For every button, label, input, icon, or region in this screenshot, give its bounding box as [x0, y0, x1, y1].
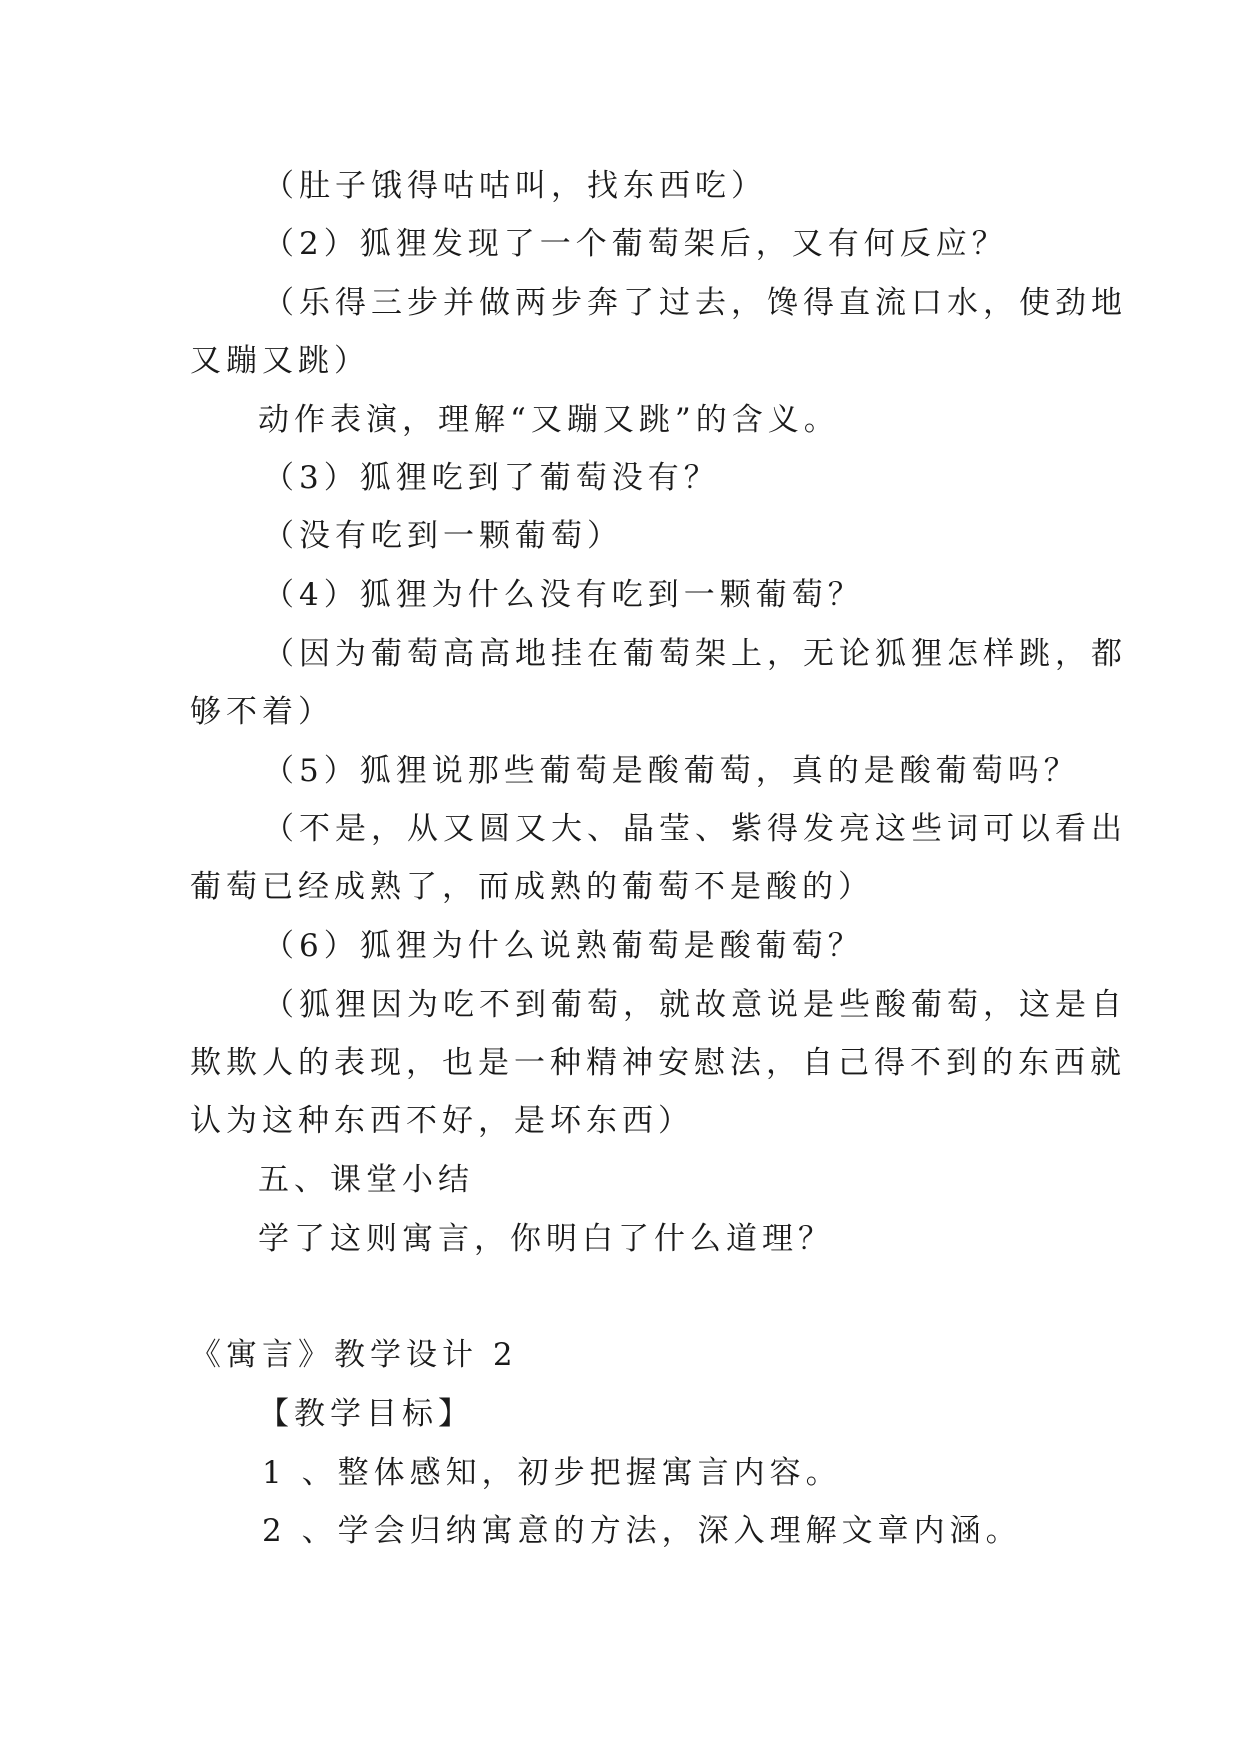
answer-line: （乐得三步并做两步奔了过去，馋得直流口水，使劲地	[263, 285, 1127, 321]
question-line: （4）狐狸为什么没有吃到一颗葡萄？	[263, 577, 864, 613]
question-line: （5）狐狸说那些葡萄是酸葡萄，真的是酸葡萄吗？	[263, 753, 1080, 789]
objective-item: 2 、学会归纳寓意的方法，深入理解文章内涵。	[262, 1513, 1022, 1549]
answer-line: （没有吃到一颗葡萄）	[263, 518, 623, 554]
body-line: 学了这则寓言，你明白了什么道理？	[258, 1221, 834, 1257]
answer-line: （不是，从又圆又大、晶莹、紫得发亮这些词可以看出	[263, 811, 1127, 847]
answer-line-continued: 认为这种东西不好，是坏东西）	[190, 1103, 694, 1139]
question-line: （6）狐狸为什么说熟葡萄是酸葡萄？	[263, 928, 864, 964]
section-heading: 五、课堂小结	[258, 1162, 474, 1198]
answer-line-continued: 又蹦又跳）	[190, 343, 370, 379]
question-line: （2）狐狸发现了一个葡萄架后，又有何反应？	[263, 226, 1008, 262]
answer-line-continued: 欺欺人的表现，也是一种精神安慰法，自己得不到的东西就	[190, 1045, 1126, 1081]
answer-line: （狐狸因为吃不到葡萄，就故意说是些酸葡萄，这是自	[263, 987, 1127, 1023]
answer-line: （因为葡萄高高地挂在葡萄架上，无论狐狸怎样跳，都	[263, 636, 1127, 672]
objective-item: 1 、整体感知，初步把握寓言内容。	[262, 1455, 842, 1491]
answer-line-continued: 够不着）	[190, 694, 334, 730]
question-line: （3）狐狸吃到了葡萄没有？	[263, 460, 720, 496]
answer-line: （肚子饿得咕咕叫，找东西吃）	[263, 168, 767, 204]
answer-line-continued: 葡萄已经成熟了，而成熟的葡萄不是酸的）	[190, 869, 874, 905]
section-heading: 【教学目标】	[258, 1396, 474, 1432]
body-line: 动作表演，理解“又蹦又跳”的含义。	[258, 402, 840, 438]
document-title: 《寓言》教学设计 2	[190, 1337, 518, 1373]
